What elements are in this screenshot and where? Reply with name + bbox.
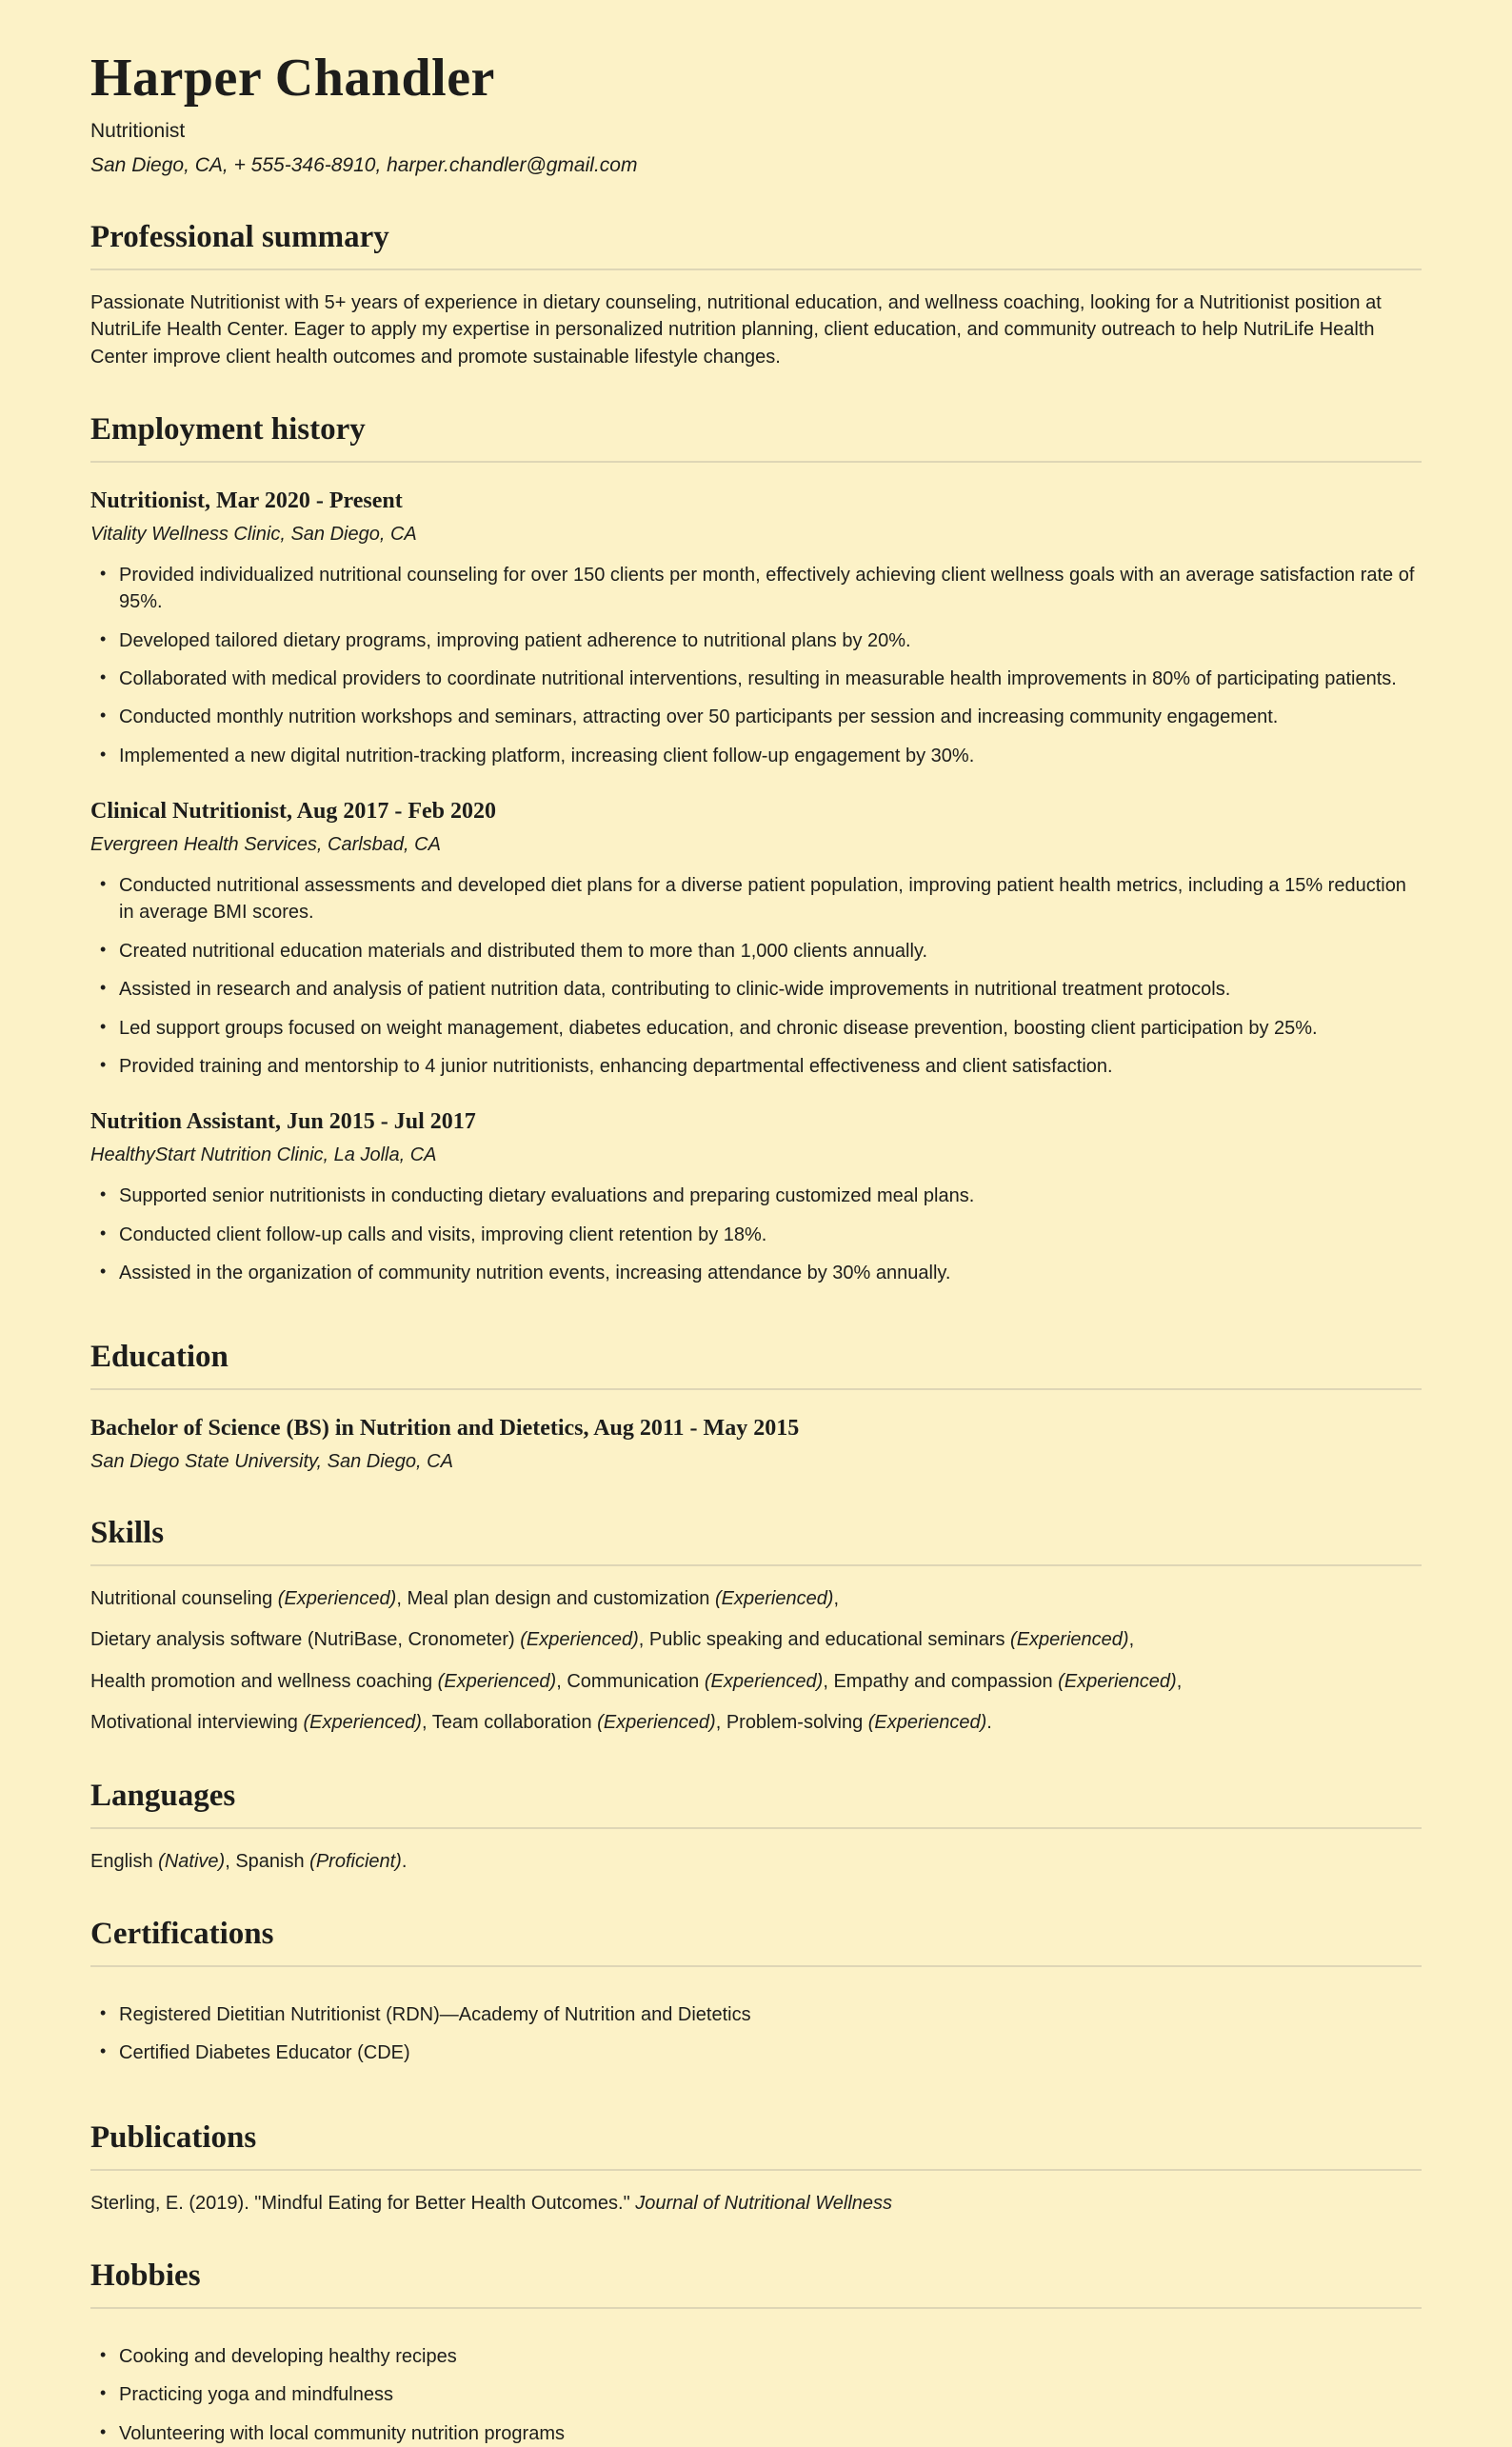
skill-separator: , xyxy=(556,1670,567,1692)
job-bullet: • Developed tailored dietary programs, improving patient adherence to nutritional plans by 20%. xyxy=(90,627,1422,654)
job-bullet-list xyxy=(90,1183,1422,1286)
section-skills xyxy=(90,1474,1422,1737)
job-bullet: • Assisted in the organization of community nutrition events, increasing attendance by 30% annually. xyxy=(90,1260,1422,1286)
skill-level: (Experienced) xyxy=(704,1670,824,1692)
language-name: Spanish xyxy=(235,1850,305,1872)
skill-name: Empathy and compassion xyxy=(833,1670,1053,1692)
skill-name: Public speaking and educational seminars xyxy=(648,1629,1005,1651)
section-heading-languages: Languages xyxy=(90,1737,1422,1829)
skill-name: Health promotion and wellness coaching xyxy=(90,1670,433,1692)
hobby-item: • Volunteering with local community nutrition programs xyxy=(90,2420,1422,2447)
section-heading-certifications: Certifications xyxy=(90,1875,1422,1967)
skill-level: (Experienced) xyxy=(867,1712,987,1734)
person-title: Nutritionist xyxy=(90,120,186,143)
job-bullet: • Conducted monthly nutrition workshops and seminars, attracting over 50 participants per session and increasing community engagement. xyxy=(90,704,1422,730)
job-bullet: • Implemented a new digital nutrition-tracking platform, increasing client follow-up engagement by 30%. xyxy=(90,743,1422,769)
certification-item: • Certified Diabetes Educator (CDE) xyxy=(90,2039,1422,2066)
hobby-item: • Cooking and developing healthy recipes xyxy=(90,2343,1422,2370)
language-separator: . xyxy=(401,1850,408,1872)
job-bullet: • Collaborated with medical providers to coordinate nutritional interventions, resulting in measurable health improvements in 80% of participating patients. xyxy=(90,666,1422,692)
job-bullet: • Created nutritional education materials and distributed them to more than 1,000 clients annually. xyxy=(90,938,1422,965)
job-bullet: • Led support groups focused on weight management, diabetes education, and chronic disease prevention, boosting client participation by 25%. xyxy=(90,1015,1422,1042)
summary-paragraph: Passionate Nutritionist with 5+ years of experience in dietary counseling, nutritional education, and wellness coaching, looking for a Nutritionist position at NutriLife Health Center. Eager to apply my expertise in personalized nutrition planning, client education, and community outreach to help NutriLife Health Center improve client health outcomes and promote sustainable lifestyle changes. xyxy=(90,292,1382,368)
section-publications xyxy=(90,2079,1422,2217)
language-name: English xyxy=(90,1850,153,1872)
job-bullet: • Conducted client follow-up calls and visits, improving client retention by 18%. xyxy=(90,1222,1422,1248)
skills-line xyxy=(90,1668,1422,1695)
section-heading-education: Education xyxy=(90,1298,1422,1390)
section-languages xyxy=(90,1737,1422,1875)
job-company: Evergreen Health Services, Carlsbad, CA xyxy=(90,834,441,856)
languages-line xyxy=(90,1848,1422,1875)
job-bullet: • Supported senior nutritionists in conducting dietary evaluations and preparing customized meal plans. xyxy=(90,1183,1422,1209)
job-entry xyxy=(90,798,1422,1080)
skill-name: Dietary analysis software (NutriBase, Cronometer) xyxy=(90,1629,515,1651)
job-bullet-list xyxy=(90,872,1422,1080)
skill-separator: . xyxy=(986,1712,992,1734)
skill-level: (Experienced) xyxy=(1010,1629,1129,1651)
skill-separator: , xyxy=(715,1712,726,1734)
job-entry xyxy=(90,1108,1422,1286)
skills-line xyxy=(90,1626,1422,1653)
education-school: San Diego State University, San Diego, CA xyxy=(90,1451,453,1473)
skill-name: Communication xyxy=(567,1670,700,1692)
hobby-item: • Practicing yoga and mindfulness xyxy=(90,2381,1422,2408)
skill-level: (Experienced) xyxy=(303,1712,422,1734)
section-heading-hobbies: Hobbies xyxy=(90,2217,1422,2309)
language-level: (Proficient) xyxy=(309,1850,402,1872)
skill-name: Nutritional counseling xyxy=(90,1588,273,1610)
language-separator: , xyxy=(225,1850,236,1872)
job-title: Nutritionist, Mar 2020 - Present xyxy=(90,488,403,514)
section-heading-skills: Skills xyxy=(90,1474,1422,1566)
skill-separator: , xyxy=(638,1629,649,1651)
language-level: (Native) xyxy=(158,1850,226,1872)
job-title: Nutrition Assistant, Jun 2015 - Jul 2017 xyxy=(90,1109,476,1135)
job-bullet: • Provided training and mentorship to 4 junior nutritionists, enhancing departmental effectiveness and client satisfaction. xyxy=(90,1053,1422,1080)
section-heading-employment-history: Employment history xyxy=(90,370,1422,463)
skill-separator: , xyxy=(396,1588,408,1610)
skill-name: Meal plan design and customization xyxy=(407,1588,710,1610)
section-certifications xyxy=(90,1875,1422,2067)
job-title: Clinical Nutritionist, Aug 2017 - Feb 2020 xyxy=(90,799,497,825)
skill-level: (Experienced) xyxy=(1058,1670,1177,1692)
publication-citation: Sterling, E. (2019). "Mindful Eating for Better Health Outcomes." xyxy=(90,2192,636,2214)
certification-list xyxy=(90,2001,1422,2067)
skill-separator: , xyxy=(823,1670,834,1692)
section-education xyxy=(90,1298,1422,1474)
skill-separator: , xyxy=(421,1712,432,1734)
job-entry xyxy=(90,487,1422,769)
skill-level: (Experienced) xyxy=(437,1670,557,1692)
job-company: HealthyStart Nutrition Clinic, La Jolla, CA xyxy=(90,1144,437,1166)
skill-separator: , xyxy=(1176,1670,1183,1692)
education-entry xyxy=(90,1415,1422,1474)
skill-name: Problem-solving xyxy=(726,1712,864,1734)
skill-separator: , xyxy=(1128,1629,1135,1651)
job-company: Vitality Wellness Clinic, San Diego, CA xyxy=(90,523,417,545)
section-heading-professional-summary: Professional summary xyxy=(90,178,1422,270)
contact-info: San Diego, CA, + 555-346-8910, harper.chandler@gmail.com xyxy=(90,153,638,176)
job-bullet: • Assisted in research and analysis of patient nutrition data, contributing to clinic-wide improvements in nutritional treatment protocols. xyxy=(90,976,1422,1003)
section-hobbies xyxy=(90,2217,1422,2447)
job-bullet-list xyxy=(90,562,1422,769)
skills-line xyxy=(90,1709,1422,1736)
publication-entry xyxy=(90,2190,1422,2217)
skill-level: (Experienced) xyxy=(597,1712,716,1734)
skill-level: (Experienced) xyxy=(520,1629,639,1651)
job-bullet: • Conducted nutritional assessments and developed diet plans for a diverse patient population, improving patient health metrics, including a 15% reduction in average BMI scores. xyxy=(90,872,1422,926)
skill-level: (Experienced) xyxy=(714,1588,834,1610)
person-name: Harper Chandler xyxy=(90,49,495,108)
section-employment-history xyxy=(90,370,1422,1286)
publication-journal: Journal of Nutritional Wellness xyxy=(635,2192,893,2214)
skills-line xyxy=(90,1585,1422,1612)
skill-separator: , xyxy=(833,1588,840,1610)
certification-item: • Registered Dietitian Nutritionist (RDN)—Academy of Nutrition and Dietetics xyxy=(90,2001,1422,2028)
hobby-list xyxy=(90,2343,1422,2447)
education-degree: Bachelor of Science (BS) in Nutrition and Dietetics, Aug 2011 - May 2015 xyxy=(90,1416,800,1442)
job-bullet: • Provided individualized nutritional counseling for over 150 clients per month, effectively achieving client wellness goals with an average satisfaction rate of 95%. xyxy=(90,562,1422,616)
skill-level: (Experienced) xyxy=(277,1588,397,1610)
skill-name: Team collaboration xyxy=(431,1712,592,1734)
resume-header xyxy=(90,50,1422,178)
section-heading-publications: Publications xyxy=(90,2079,1422,2171)
section-professional-summary xyxy=(90,178,1422,370)
skill-name: Motivational interviewing xyxy=(90,1712,298,1734)
